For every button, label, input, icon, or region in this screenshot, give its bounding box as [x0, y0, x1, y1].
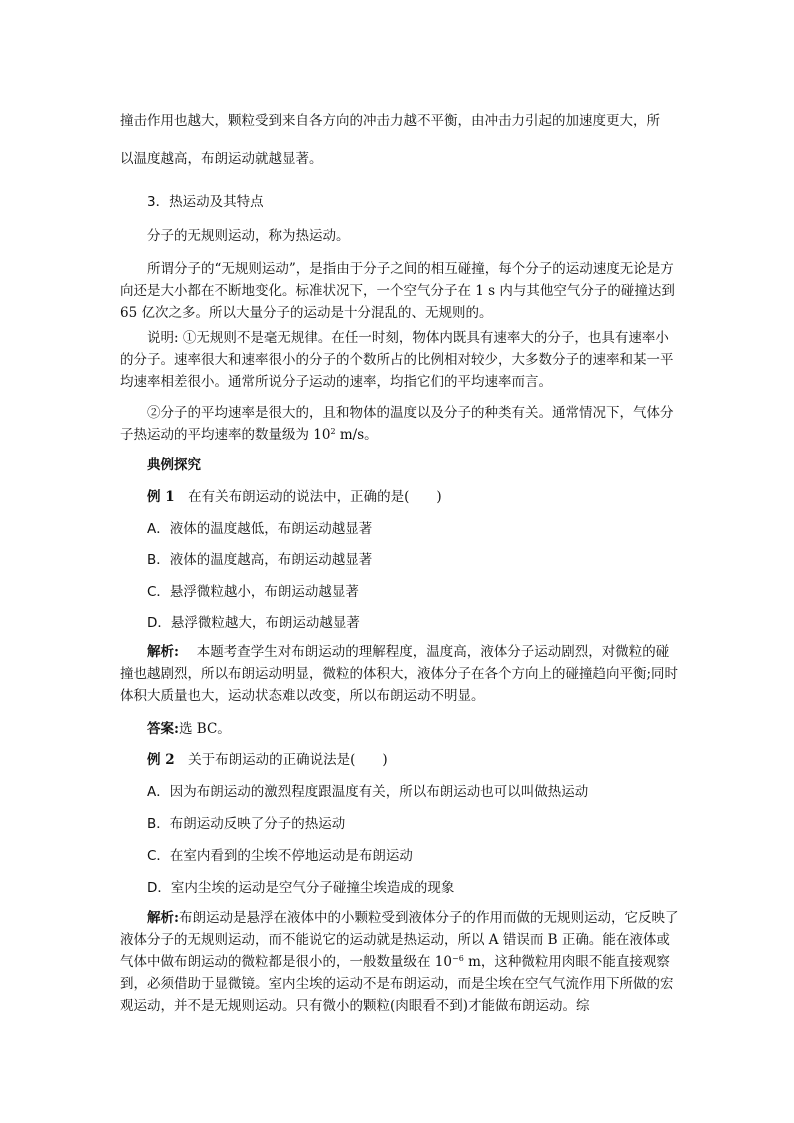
example-2-analysis: [120, 907, 680, 1017]
section-3-definition: 分子的无规则运动，称为热运动。: [147, 228, 350, 244]
example-1-option-d: D．悬浮微粒越大，布朗运动越显著: [147, 615, 360, 631]
note-2-unit: m/s。: [335, 427, 378, 443]
example-2-option-b: B．布朗运动反映了分子的热运动: [147, 816, 346, 832]
example-2-question-text: 关于布朗运动的正确说法是( ): [188, 752, 388, 768]
example-2-analysis-text: 布朗运动是悬浮在液体中的小颗粒受到液体分子的作用而做的无规则运动，它反映了液体分子的无规则运动，而不能说它的运动就是热运动，所以 A 错误而 B 正确。能在液体或气体中做布朗运动的微粒都是很小的，一般数量级在 10: [120, 910, 679, 970]
example-1-analysis-label: 解析:: [147, 644, 179, 660]
example-1-answer-label: 答案:: [147, 721, 179, 737]
example-1-answer-text: 选 BC。: [178, 721, 231, 737]
example-1-option-c: C．悬浮微粒越小，布朗运动越显著: [147, 584, 359, 600]
example-1-question: [120, 486, 680, 508]
example-1-analysis-text: 本题考查学生对布朗运动的理解程度，温度高，液体分子运动剧烈，对微粒的碰撞也越剧烈，所以布朗运动明显，微粒的体积大，液体分子在各个方向上的碰撞趋向平衡;同时体积大质量也大，运动状态难以改变，所以布朗运动不明显。: [120, 644, 679, 704]
section-3-note-2: [120, 402, 680, 446]
example-1-question-text: 在有关布朗运动的说法中，正确的是( ): [188, 489, 442, 505]
example-2-option-c: C．在室内看到的尘埃不停地运动是布朗运动: [147, 848, 413, 864]
continuation-line-2: 以温度越高，布朗运动就越显著。: [120, 151, 323, 167]
section-3-heading: 3．热运动及其特点: [147, 194, 264, 210]
section-3-note-1: 说明: ①无规则不是毫无规律。在任一时刻，物体内既具有速率大的分子，也具有速率小的分子。速率很大和速率很小的分子的个数所占的比例相对较少，大多数分子的速率和某一平均速率相差很小。通常所说分子运动的速率，均指它们的平均速率而言。: [120, 330, 674, 390]
example-2-label: 例 2: [147, 752, 175, 768]
section-3-explanation: 所谓分子的“无规则运动”，是指由于分子之间的相互碰撞，每个分子的运动速度无论是方向还是大小都在不断地变化。标准状况下，一个空气分子在 1 s 内与其他空气分子的碰撞达到 65 亿次之多。所以大量分子的运动是十分混乱的、无规则的。: [120, 261, 675, 321]
example-1-option-b: B．液体的温度越高，布朗运动越显著: [147, 552, 373, 568]
example-1-analysis: [120, 641, 680, 707]
example-2-option-a: A．因为布朗运动的激烈程度跟温度有关，所以布朗运动也可以叫做热运动: [147, 784, 589, 800]
example-2-analysis-text-cont: m，这种微粒用肉眼不能直接观察到，必须借助于显微镜。室内尘埃的运动不是布朗运动，而是尘埃在空气气流作用下所做的宏观运动，并不是无规则运动。只有微小的颗粒(肉眼看不到)才能做布朗运动。综: [120, 954, 674, 1014]
note-2-text: ②分子的平均速率是很大的，且和物体的温度以及分子的种类有关。通常情况下，气体分子热运动的平均速率的数量级为 10: [120, 405, 674, 443]
example-1-label: 例 1: [147, 489, 175, 505]
continuation-line-1: 撞击作用也越大，颗粒受到来自各方向的冲击力越不平衡，由冲击力引起的加速度更大，所: [120, 113, 660, 129]
note-2-exponent: 2: [330, 427, 336, 436]
examples-heading: 典例探究: [147, 457, 201, 473]
example-2-option-d: D．室内尘埃的运动是空气分子碰撞尘埃造成的现象: [147, 880, 455, 896]
example-2-exponent: −6: [451, 954, 464, 963]
example-2-analysis-label: 解析:: [147, 910, 179, 926]
example-1-option-a: A．液体的温度越低，布朗运动越显著: [147, 521, 373, 537]
example-1-answer: [120, 718, 680, 740]
example-2-question: [120, 749, 680, 771]
